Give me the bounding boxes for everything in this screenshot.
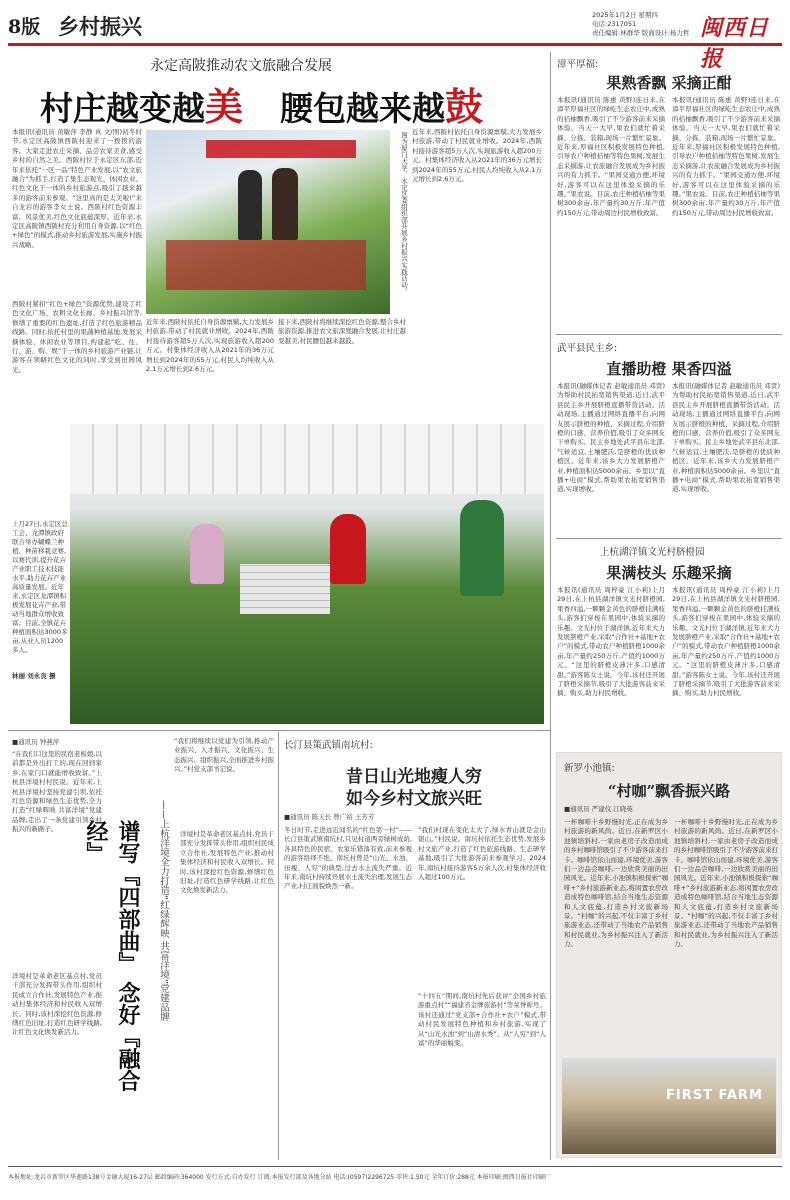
lead-headline: [40, 76, 520, 129]
lead-body-2: 西陂村紧扣“红色+绿色”资源优势,建设了红色文化广场、农耕文化长廊、乡村振兴馆等,修缮了重要的红色遗址,打造了红色旅游精品线路。同时,依托村里的果蔬种植基地,发展采摘体验、休闲农业等项目,构建起“吃、住、行、游、购、娱”于一体的乡村旅游产业链,让游客在领略红色文化的同时,享受到田园风光。: [12, 300, 142, 374]
greenhouse-roof: [70, 424, 544, 494]
right-story-body-2: 一杯咖啡十乡野慢时光,正在成为乡村旅游的新风尚。近日,在新罗区小池镇培斜村,一家由老房子改造而成的乡村咖啡馆吸引了不少游客前来打卡。咖啡馆依山而建,环境优美,游客们一边品尝咖啡,一边欣赏美丽的田园风光。近年来,小池镇积极探索“咖啡+”乡村旅游新业态,将闲置农房改造成特色咖啡馆,结合当地生态资源和人文底蕴,打造乡村文旅新场景。“村咖”的兴起,不仅丰富了乡村旅游业态,还带动了当地农产品销售和村民就业,为乡村振兴注入了新活力。: [674, 818, 778, 949]
footer-rule: [8, 1166, 782, 1167]
right-story-body: 一杯咖啡十乡野慢时光,正在成为乡村旅游的新风尚。近日,在新罗区小池镇培斜村,一家由老房子改造而成的乡村咖啡馆吸引了不少游客前来打卡。咖啡馆依山而建,环境优美,游客们一边品尝咖啡,一边欣赏美丽的田园风光。近年来,小池镇积极探索“咖啡+”乡村旅游新业态,将闲置农房改造成特色咖啡馆,结合当地生态资源和人文底蕴,打造乡村文旅新场景。“村咖”的兴起,不仅丰富了乡村旅游业态,还带动了当地农产品销售和村民就业,为乡村振兴注入了新活力。: [564, 818, 668, 949]
farm-photo-byline: 林丽 刘永良 摄: [12, 672, 56, 680]
mid-story-body-1: 冬日时节,走进远近闻名的“红色第一村”——长汀县策武镇南坑村,只见村道两旁绿树成荫,各具特色的民宿、农家乐错落有致,前来参观的游客络绎不绝。南坑村曾是“山光、水浊、田瘦、人穷”的典型,过去水土流失严重。近年来,南坑村持续开展水土流失治理,发展生态产业,村庄面貌焕然一新。: [284, 826, 412, 891]
plant-rack: [240, 564, 330, 614]
right-story-byline: ■通讯员 严建仪 江晓英: [564, 805, 633, 813]
lead-title-a: 村庄越变越: [40, 89, 205, 128]
left-story-body-2: 洋境村是革命老区基点村,党员干部充分发挥带头作用,组织村民成立合作社,发展特色产业,推动村集体经济和村民收入双增长。同时,该村深挖红色资源,修缮红色旧址,打造红色研学线路,让红色文化焕发新活力。: [12, 972, 102, 1037]
col-b-title: 直播助橙 果香四溢: [606, 360, 732, 378]
photo-person-2: [272, 168, 298, 240]
header-rule: [8, 43, 782, 46]
mid-story-title-1: 昔日山光地瘦人穷: [346, 767, 482, 787]
left-story-title: 谱写『四部曲』 念好『融合经』: [83, 820, 141, 1092]
masthead-logo: 闽西日报: [700, 15, 770, 72]
lead-body-5: 近年来,西陂村依托自身资源禀赋,大力发展乡村旅游,带动了村民就业增收。2024年,西陂村接待游客超5万人次,实现旅游收入超200万元。村集体经济收入从2021年的36万元增长到2024年的55万元,村民人均纯收入从2.1万元增长到2.6万元。: [412, 128, 542, 184]
mid-story-kicker: 长汀县策武镇南坑村:: [284, 740, 373, 751]
col-a-body: 本报讯(通讯员 陈惠 黄野)连日来,在漳平厚福社区的绿屹生态农庄中,成熟的桔柚飘香,吸引了不少游客前来采摘体验。当天一大早,果农们就忙着采摘、分拣、装箱,现场一片繁忙景象。近年来,厚福社区积极发展特色种植,引导农户种植桔柚等特色果树,发展生态采摘游,让农旅融合发展成为乡村振兴的有力抓手。“果园交通方便,环境好,游客可以在这里体验采摘的乐趣。”果农说。目前,农庄种植桔柚等果树300余亩,年产量约30万斤,年产值约150万元,带动周边村民增收致富。: [557, 96, 665, 217]
lead-kicker: 永定高陂推动农文旅融合发展: [150, 58, 332, 74]
issue-editors: 责任编辑:林群华 版面设计:杨力哲: [592, 29, 690, 37]
footer-text: 本报地址:龙岩市新罗区华莲路138号金融大厦16-27层 邮政编码:364000 发行方式:自办发行 订阅:本报发行部及各地分站 电话:(0597)2296725 零售:1.50元 全年订价:288元 本报印刷:闽西日报社印刷厂: [8, 1174, 551, 1181]
left-story-body-4: 洋境村是革命老区基点村,党员干部充分发挥带头作用,组织村民成立合作社,发展特色产业,推动村集体经济和村民收入双增长。同时,该村深挖红色资源,修缮红色旧址,打造红色研学线路,让红色文化焕发新活力。: [180, 830, 274, 895]
left-story-subtitle: ——上杭洋境全力打造“红绿辉映 共富洋境”党建品牌: [158, 800, 169, 1022]
column-divider-1: [550, 52, 551, 1160]
section-title: 乡村振兴: [58, 14, 142, 39]
lead-title-b-hl: 鼓: [445, 84, 484, 129]
mid-story-body-3: “十四五”期间,南坑村先后获评“全国乡村旅游重点村”“福建省金牌旅游村”等荣誉称号。该村还通过“党支部+合作社+农户”模式,带动村民发展特色种植和乡村旅游,实现了从“山光水浊”到“山清水秀”、从“人穷”到“人富”的华丽蜕变。: [418, 992, 546, 1048]
worker-3: [190, 524, 224, 584]
mid-story-title-2: 如今乡村文旅兴旺: [346, 789, 482, 809]
col-b-body-2: 本报讯(融媒体记者 赵敏通讯员 邓贤)为帮助村民拓宽销售渠道,近日,武平县民主乡开展脐橙直播带货活动。活动现场,主播通过网络直播平台,向网友展示脐橙的种植、采摘过程,介绍脐橙的口感、营养价值,吸引了众多网友下单购买。民主乡地处武平县东北部,气候适宜,土壤肥沃,是脐橙的优质种植区。近年来,该乡大力发展脐橙产业,种植面积达5000余亩。乡里以“直播+电商”模式,帮助果农拓宽销售渠道,实现增收。: [672, 382, 780, 494]
lead-body-3: 近年来,西陂村依托自身资源禀赋,大力发展乡村旅游,带动了村民就业增收。2024年,西陂村接待游客超5万人次,实现旅游收入超200万元。村集体经济收入从2021年的36万元增长到2024年的55万元,村民人均纯收入从2.1万元增长到2.6万元。: [146, 318, 274, 374]
lead-title-b: 腰包越来越: [280, 89, 446, 128]
issue-serial: 电话:2317051: [592, 20, 637, 28]
left-story-body-3: “我们将继续以党建为引领,推动产业振兴、人才振兴、文化振兴、生态振兴、组织振兴,全面推进乡村振兴。”村党支部书记说。: [174, 737, 274, 774]
cafe-photo: [562, 1058, 776, 1154]
column-divider-2: [278, 732, 279, 1160]
farm-photo-caption: 上月27日,永定区总工会、龙潭镇政府联合举办蝴蝶兰种植、种苗移栽竞赛,以赛代训,提升花卉产业职工技术技能水平,助力花卉产业高质量发展。近年来,永定区龙潭镇积极发展花卉产业,带动当地群众增收致富。目前,全镇花卉种植面积达3000多亩,从业人员1200多人。: [12, 520, 68, 654]
lead-photo-caption: 图为厦门大学、永定区委组织部开展乡村振兴实践活动。: [400, 132, 408, 295]
worker-1: [330, 514, 366, 584]
photo-banner: [206, 140, 356, 158]
mid-story-body-2: “我们村现在变化太大了,绿水青山就是金山银山。”村民说。南坑村依托生态优势,发展乡村文旅产业,打造了红色旅游线路、生态研学基地,吸引了大批游客前来参观学习。2024年,南坑村接待游客5万余人次,村集体经济收入超过100万元。: [418, 826, 546, 882]
col-c-body-2: 本报讯(通讯员 周梓豪 江小莉)上月29日,在上杭县湖洋镇文光村脐橙园,果香四溢,一颗颗金黄色的脐橙挂满枝头,游客们穿梭在果园中,体验采摘的乐趣。文光村位于湖洋镇,近年来大力发展脐橙产业,采取“合作社+基地+农户”的模式,带动农户种植脐橙1000余亩,年产量约250万斤,产值约1000万元。“这里的脐橙皮薄汁多,口感清甜。”游客陈女士说。今年,该村还开展了脐橙采摘节,吸引了大批游客前来采摘、购买,助力村民增收。: [672, 586, 780, 698]
left-story-byline: ■通讯员 钟燕萍: [12, 738, 60, 746]
photo-person-1: [238, 170, 262, 240]
col-divider-b: [556, 538, 782, 539]
right-story-title: “村咖”飘香振兴路: [607, 782, 731, 800]
col-c-kicker: 上杭湖洋镇文光村脐橙园: [600, 547, 705, 558]
col-divider-a: [556, 334, 782, 335]
col-b-body: 本报讯(融媒体记者 赵敏通讯员 邓贤)为帮助村民拓宽销售渠道,近日,武平县民主乡开展脐橙直播带货活动。活动现场,主播通过网络直播平台,向网友展示脐橙的种植、采摘过程,介绍脐橙的口感、营养价值,吸引了众多网友下单购买。民主乡地处武平县东北部,气候适宜,土壤肥沃,是脐橙的优质种植区。近年来,该乡大力发展脐橙产业,种植面积达5000余亩。乡里以“直播+电商”模式,帮助果农拓宽销售渠道,实现增收。: [557, 382, 665, 494]
col-a-body-2: 本报讯(通讯员 陈惠 黄野)连日来,在漳平厚福社区的绿屹生态农庄中,成熟的桔柚飘香,吸引了不少游客前来采摘体验。当天一大早,果农们就忙着采摘、分拣、装箱,现场一片繁忙景象。近年来,厚福社区积极发展特色种植,引导农户种植桔柚等特色果树,发展生态采摘游,让农旅融合发展成为乡村振兴的有力抓手。“果园交通方便,环境好,游客可以在这里体验采摘的乐趣。”果农说。目前,农庄种植桔柚等果树300余亩,年产量约30万斤,年产值约150万元,带动周边村民增收致富。: [672, 96, 780, 217]
worker-2: [460, 500, 504, 596]
col-a-kicker: 漳平厚福:: [557, 59, 599, 70]
page-number: 8版: [8, 16, 41, 38]
col-c-body: 本报讯(通讯员 周梓豪 江小莉)上月29日,在上杭县湖洋镇文光村脐橙园,果香四溢,一颗颗金黄色的脐橙挂满枝头,游客们穿梭在果园中,体验采摘的乐趣。文光村位于湖洋镇,近年来大力发展脐橙产业,采取“合作社+基地+农户”的模式,带动农户种植脐橙1000余亩,年产量约250万斤,产值约1000万元。“这里的脐橙皮薄汁多,口感清甜。”游客陈女士说。今年,该村还开展了脐橙采摘节,吸引了大批游客前来采摘、购买,助力村民增收。: [557, 586, 665, 698]
mid-divider: [8, 730, 550, 731]
lead-body-4: 接下来,西陂村将继续深挖红色资源,整合乡村旅游资源,推进农文旅深度融合发展,让村庄越变越美,村民腰包越来越鼓。: [278, 318, 406, 345]
left-story-body-1: “在我们口这里的民宿老板娘,以前都是外出打工的,现在回到家乡,在家门口就能增收致富。”上杭县洋境村村民说。近年来,上杭县洋境村坚持党建引领,依托红色资源和绿色生态优势,全力打造“红绿辉映 共富洋境”党建品牌,走出了一条党建引领乡村振兴的新路子。: [12, 750, 102, 834]
farm-photo: [70, 424, 544, 724]
lead-body-1: 本报讯(通讯员 黄敏萍 李静 真 文/图)初冬时节,永定区高陂镇西陂村迎来了一拨拨的游客。大家走进农庄采摘、品尝农家美食,感受乡村的自然之美。西陂村位于永定区东部,近年来依托“一区一品”特色产业发展,以“农文旅融合”为抓手,打造了集生态观光、休闲农业、红色文化于一体的乡村旅游点,吸引了越来越多的游客前来参观。“这里真的是太美啦!”来自龙岩的游客李女士说。西陂村红色资源丰富、风景优美,红色文化底蕴深厚。近年来,永定区高陂镇西陂村充分利用自身资源,以“红色+绿色”的模式,推动乡村旅游发展,实施乡村振兴战略。: [12, 128, 142, 249]
lead-photo: [146, 130, 390, 314]
right-story-kicker: 新罗小池镇:: [564, 763, 615, 774]
mid-story-byline: ■通讯员 陈天长 曾广裕 王芳芳: [284, 813, 375, 821]
issue-date: 2025年1月2日 星期四: [592, 11, 658, 19]
col-b-kicker: 武平县民主乡:: [557, 343, 618, 354]
lead-title-a-hl: 美: [205, 84, 244, 129]
col-a-title: 果熟香飘 采摘正酣: [606, 74, 732, 92]
col-c-title: 果满枝头 乐趣采摘: [606, 564, 732, 582]
photo-stall: [166, 240, 366, 290]
cafe-sign: FIRST FARM: [666, 1088, 763, 1103]
